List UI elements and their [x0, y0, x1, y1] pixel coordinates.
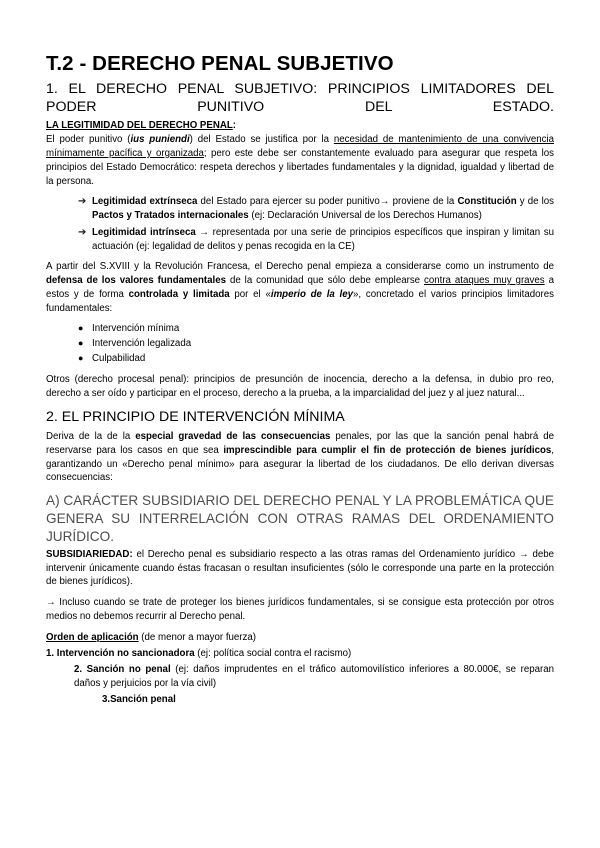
- dot-icon: ●: [78, 323, 84, 334]
- intervencion-minima-paragraph: [46, 430, 554, 485]
- page-title: T.2 - DERECHO PENAL SUBJETIVO: [46, 52, 394, 75]
- orden-item-bold: Intervención no sancionadora: [56, 647, 195, 659]
- para4-b: penales, por las que la sanción penal habrá de reservarse para los casos en que sea: [46, 431, 554, 456]
- arrow-icon: ➔: [78, 196, 87, 208]
- legitimidad-colon: :: [232, 120, 236, 132]
- para2-b: de la comunidad que sólo debe emplearse: [226, 275, 425, 287]
- para5: el Derecho penal es subsidiario respecto a las otras ramas del Ordenamiento jurídico → debe intervenir únicamente cuando éstas fracasan o resultan insuficientes (sólo le corresponde una parte en la protección de bienes jurídicos).: [46, 548, 554, 588]
- para2-c: a estos y de forma: [46, 275, 554, 300]
- list-item: [78, 337, 554, 352]
- subsidiariedad-label: SUBSIDIARIEDAD: [46, 548, 130, 560]
- para1-a: El poder punitivo (: [46, 134, 131, 146]
- incluso-paragraph: → Incluso cuando se trate de proteger los bienes jurídicos fundamentales, si se consigue esta protección por otros medios no debemos recurrir al Derecho penal.: [46, 597, 554, 622]
- subsidiariedad-paragraph: [46, 548, 554, 589]
- orden-item-num: 3.: [102, 694, 111, 705]
- orden-label: Orden de aplicación: [46, 631, 139, 643]
- para4-c: , garantizando un «Derecho penal mínimo» para asegurar la libertad de los ciudadanos. De ello derivan diversas consecuencias:: [46, 444, 554, 484]
- para2-a: A partir del S.XVIII y la Revolución Francesa, el Derecho penal empieza a considerarse como un instrumento de: [46, 261, 554, 273]
- para2-d: por el «: [229, 288, 271, 300]
- revolucion-paragraph: [46, 260, 554, 315]
- orden-item-num: 2.: [74, 663, 83, 675]
- dot-icon: ●: [78, 337, 84, 348]
- bullet1-arrow: del Estado para ejercer su poder punitivo: [197, 196, 380, 208]
- principles-list: [46, 322, 554, 366]
- para2-b1: defensa de los valores fundamentales: [46, 275, 226, 287]
- orden-item-bold: Sanción no penal: [86, 663, 171, 675]
- principle-label: Culpabilidad: [92, 352, 146, 364]
- bullet1-b1: Constitución: [457, 196, 517, 208]
- section-heading-2: 2. EL PRINCIPIO DE INTERVENCIÓN MÍNIMA: [46, 408, 345, 425]
- subsection-heading-a: A) CARÁCTER SUBSIDIARIO DEL DERECHO PENAL Y LA PROBLEMÁTICA QUE GENERA SU INTERRELACIÓN CON OTRAS RAMAS DEL ORDENAMIENTO JURÍDICO.: [46, 493, 554, 544]
- bullet1-b2: Pactos y Tratados internacionales: [92, 210, 249, 222]
- para4-b1: especial gravedad de las consecuencias: [135, 431, 331, 443]
- para1-c: ; pero este debe ser constantemente evaluado para asegurar que respeta los principios del Estado Democrático: respeta derechos y libertades fundamentales y la dignidad, igualdad y libertad de la persona.: [46, 148, 554, 187]
- list-item: [78, 322, 554, 337]
- orden-note: (de menor a mayor fuerza): [138, 631, 256, 643]
- para4-a: Deriva de la de la: [46, 431, 136, 443]
- legitimidad-label: LA LEGITIMIDAD DEL DERECHO PENAL: [46, 120, 233, 132]
- ius-puniendi: ius puniendi: [130, 134, 190, 146]
- legitimidad-paragraph: [46, 119, 554, 188]
- orden-item-rest: (ej: política social contra el racismo): [194, 647, 352, 659]
- list-item: [78, 226, 554, 254]
- list-item: ➔ Legitimidad extrínseca del Estado para ejercer su poder punitivo→ proviene de la Constitución y de los Pactos y Tratados internacionales (ej: Declaración Universal de los Derechos Humanos): [78, 196, 555, 222]
- para2-b2: controlada y limitada: [128, 288, 230, 300]
- bullet1-rest-b: y de los: [516, 196, 555, 208]
- arrow-icon: ➔: [78, 226, 87, 238]
- orden-item-2: [46, 663, 554, 691]
- orden-item-1: [46, 647, 554, 661]
- legitimidad-list: [46, 195, 554, 253]
- orden-item-num: 1.: [46, 647, 55, 659]
- orden-item-rest: (ej: daños imprudentes en el tráfico automovilístico inferiores a 80.000€, se reparan daños y perjuicios por la vía civil): [74, 663, 554, 689]
- otros-paragraph: Otros (derecho procesal penal): principios de presunción de inocencia, derecho a la defensa, in dubio pro reo, derecho a ser oído y participar en el proceso, derecho a la prueba, a la imparcialidad del juez y al juez natural...: [46, 374, 554, 399]
- subsidiariedad-colon: :: [129, 548, 133, 560]
- orden-aplicacion-title: [46, 631, 554, 645]
- bullet2-rest: → representada por una serie de principios específicos que inspiran y limitan su actuación (ej: legalidad de delitos y penas recogida en la CE): [92, 226, 554, 252]
- dot-icon: ●: [78, 352, 84, 363]
- bullet1-lead: Legitimidad extrínseca: [92, 196, 198, 208]
- para2-b3: imperio de la ley: [270, 288, 354, 300]
- para1-b: ) del Estado se justifica por la: [189, 134, 334, 146]
- para2-u1: contra ataques muy graves: [424, 275, 545, 287]
- bullet1-rest-a: proviene de la: [389, 196, 458, 208]
- bullet1-rest-c: (ej: Declaración Universal de los Derechos Humanos): [248, 210, 482, 222]
- principle-label: Intervención legalizada: [92, 337, 192, 349]
- para2-e: », concretado el varios principios limitadores fundamentales:: [46, 288, 554, 314]
- orden-item-3: [46, 693, 554, 707]
- list-item: [78, 352, 554, 367]
- para4-b2: imprescindible para cumplir el fin de protección de bienes jurídicos: [223, 444, 552, 456]
- bullet2-lead: Legitimidad intrínseca: [92, 226, 196, 238]
- section-heading-1: 1. EL DERECHO PENAL SUBJETIVO: PRINCIPIOS LIMITADORES DEL PODER PUNITIVO DEL ESTADO.: [46, 80, 554, 116]
- para1-underline: necesidad de mantenimiento de una convivencia mínimamente pacífica y organizada: [46, 134, 555, 159]
- principle-label: Intervención mínima: [92, 323, 180, 335]
- orden-item-bold: Sanción penal: [110, 694, 176, 705]
